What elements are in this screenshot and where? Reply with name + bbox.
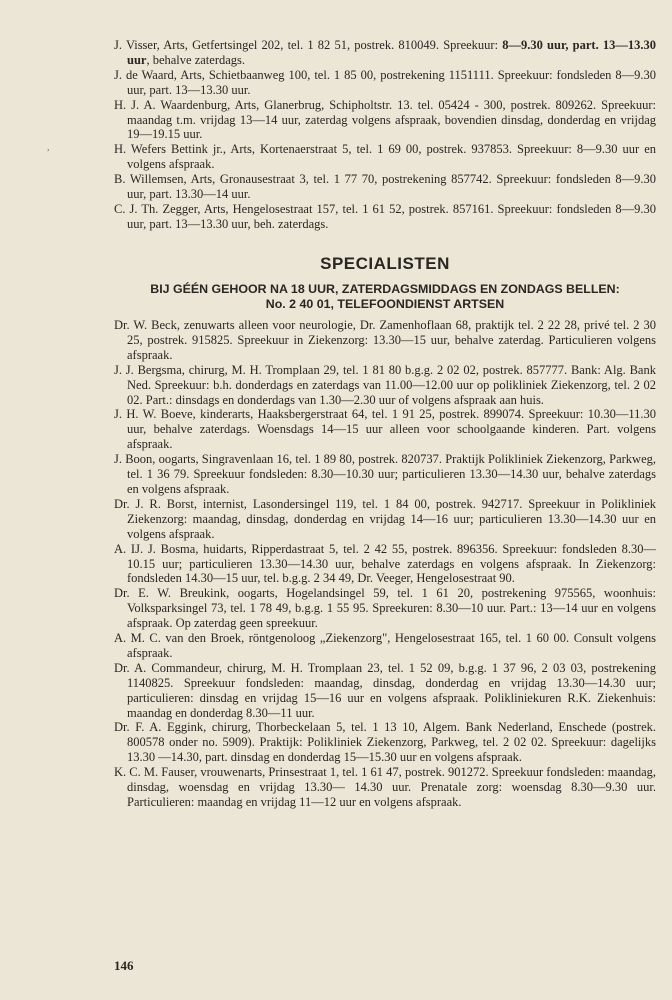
margin-mark: , xyxy=(47,142,50,153)
directory-entry: H. J. A. Waardenburg, Arts, Glanerbrug, Schipholtstr. 13. tel. 05424 - 300, postrek. 809262. Spreekuur: maandag t.m. vrijdag 13—14 uur, zaterdag volgens afspraak, bovendien dinsdag, donderdag en vrijdag 19—19.15 uur. xyxy=(114,97,656,142)
specialist-entry: A. M. C. van den Broek, röntgenoloog „Ziekenzorg", Hengelosestraat 165, tel. 1 60 00. Consult volgens afspraak. xyxy=(114,631,656,660)
specialist-entry: J. Boon, oogarts, Singravenlaan 16, tel. 1 89 80, postrek. 820737. Praktijk Polikliniek Ziekenzorg, Parkweg, tel. 1 36 79. Spreekuur fondsleden: 8.30—10.30 uur; particulieren 13.30—14.30 uur, behalve zaterdags en volgens afspraak. xyxy=(114,452,656,496)
notice-line-1: BIJ GÉÉN GEHOOR NA 18 UUR, ZATERDAGSMIDDAGS EN ZONDAGS BELLEN: xyxy=(150,282,620,296)
after-hours-notice xyxy=(114,282,656,312)
directory-entry: H. Wefers Bettink jr., Arts, Kortenaerstraat 5, tel. 1 69 00, postrek. 937853. Spreekuur: 8—9.30 uur en volgens afspraak. xyxy=(114,142,656,172)
specialist-entry: Dr. A. Commandeur, chirurg, M. H. Tromplaan 23, tel. 1 52 09, b.g.g. 1 37 96, 2 03 03, postrekening 1140825. Spreekuur fondsleden: maandag, dinsdag, donderdag en vrijdag 13.30—14.30 uur; particulieren: dinsdag en vrijdag 15—16 uur en volgens afspraak. Polikliniekuren R.K. Ziekenhuis: maandag en donderdag 8.30—11 uur. xyxy=(114,660,656,720)
directory-entry: J. de Waard, Arts, Schietbaanweg 100, tel. 1 85 00, postrekening 1151111. Spreekuur: fondsleden 8—9.30 uur, part. 13—13.30 uur. xyxy=(114,67,656,97)
specialist-entry: Dr. J. R. Borst, internist, Lasondersingel 119, tel. 1 84 00, postrek. 942717. Spreekuur in Polikliniek Ziekenzorg: maandag, dinsdag, donderdag en vrijdag 14—16 uur; particulieren 13.30—14.30 uur en volgens afspraak. xyxy=(114,496,656,541)
general-practitioners-list xyxy=(114,38,656,232)
specialist-entry: Dr. F. A. Eggink, chirurg, Thorbeckelaan 5, tel. 1 13 10, Algem. Bank Nederland, Enschede (postrek. 800578 onder no. 5909). Praktijk: Polikliniek Ziekenzorg, Parkweg, tel. 2 02 02. Spreekuur: dagelijks 13.30 —14.30, part. dinsdag en donderdag 15—15.30 uur en volgens afspraak. xyxy=(114,720,656,765)
specialist-entry: A. IJ. J. Bosma, huidarts, Ripperdastraat 5, tel. 2 42 55, postrek. 896356. Spreekuur: fondsleden 8.30—10.15 uur; particulieren 13.30—14.30 uur, behalve zaterdags en volgens afspraak. In Ziekenzorg: fondsleden 14.30—15 uur, tel. b.g.g. 2 34 49, Dr. Veeger, Hengelosestraat 90. xyxy=(114,541,656,586)
specialist-entry: Dr. E. W. Breukink, oogarts, Hogelandsingel 59, tel. 1 61 20, postrekening 975565, woonhuis: Volksparksingel 73, tel. 1 78 49, b.g.g. 1 55 95. Spreekuren: 8.30—10 uur. Part.: 13—14 uur en volgens afspraak. Op zaterdag geen spreekuur. xyxy=(114,586,656,631)
specialists-list xyxy=(114,318,656,810)
notice-line-2: No. 2 40 01, TELEFOONDIENST ARTSEN xyxy=(265,297,505,311)
directory-entry: B. Willemsen, Arts, Gronausestraat 3, tel. 1 77 70, postrekening 857742. Spreekuur: fondsleden 8—9.30 uur, part. 13.30—14 uur. xyxy=(114,172,656,202)
specialist-entry: J. J. Bergsma, chirurg, M. H. Tromplaan 29, tel. 1 81 80 b.g.g. 2 02 02, postrek. 857777. Bank: Alg. Bank Ned. Spreekuur: b.h. donderdags en zaterdags van 11.00—12.00 uur op polikliniek Ziekenzorg, tel. 2 02 02. Part.: dinsdags en donderdags van 1.30—2.30 uur of volgens afspraak aan huis. xyxy=(114,362,656,407)
specialist-entry: Dr. W. Beck, zenuwarts alleen voor neurologie, Dr. Zamenhoflaan 68, praktijk tel. 2 22 28, privé tel. 2 30 25, postrek. 915825. Spreekuur in Ziekenzorg: 13.30—15 uur, behalve zaterdag. Particulieren volgens afspraak. xyxy=(114,318,656,362)
directory-entry: C. J. Th. Zegger, Arts, Hengelosestraat 157, tel. 1 61 52, postrek. 857161. Spreekuur: fondsleden 8—9.30 uur, part. 13—13.30 uur, beh. zaterdags. xyxy=(114,201,656,231)
section-title: SPECIALISTEN xyxy=(320,254,450,273)
specialist-entry: K. C. M. Fauser, vrouwenarts, Prinsestraat 1, tel. 1 61 47, postrek. 901272. Spreekuur fondsleden: maandag, dinsdag, woensdag en vrijdag 13.30— 14.30 uur. Prenatale zorg: woensdag 8.30—9.30 uur. Particulieren: maandag en vrijdag 11—12 uur en volgens afspraak. xyxy=(114,765,656,809)
page-number: 146 xyxy=(114,958,134,973)
directory-entry: J. Visser, Arts, Getfertsingel 202, tel. 1 82 51, postrek. 810049. Spreekuur: 8—9.30 uur, part. 13—13.30 uur, behalve zaterdags. xyxy=(114,38,656,67)
specialist-entry: J. H. W. Boeve, kinderarts, Haaksbergerstraat 64, tel. 1 91 25, postrek. 899074. Spreekuur: 10.30—11.30 uur, behalve zaterdags. Woensdags 14—15 uur alleen voor schoolgaande kinderen. Part. volgens afspraak. xyxy=(114,407,656,452)
